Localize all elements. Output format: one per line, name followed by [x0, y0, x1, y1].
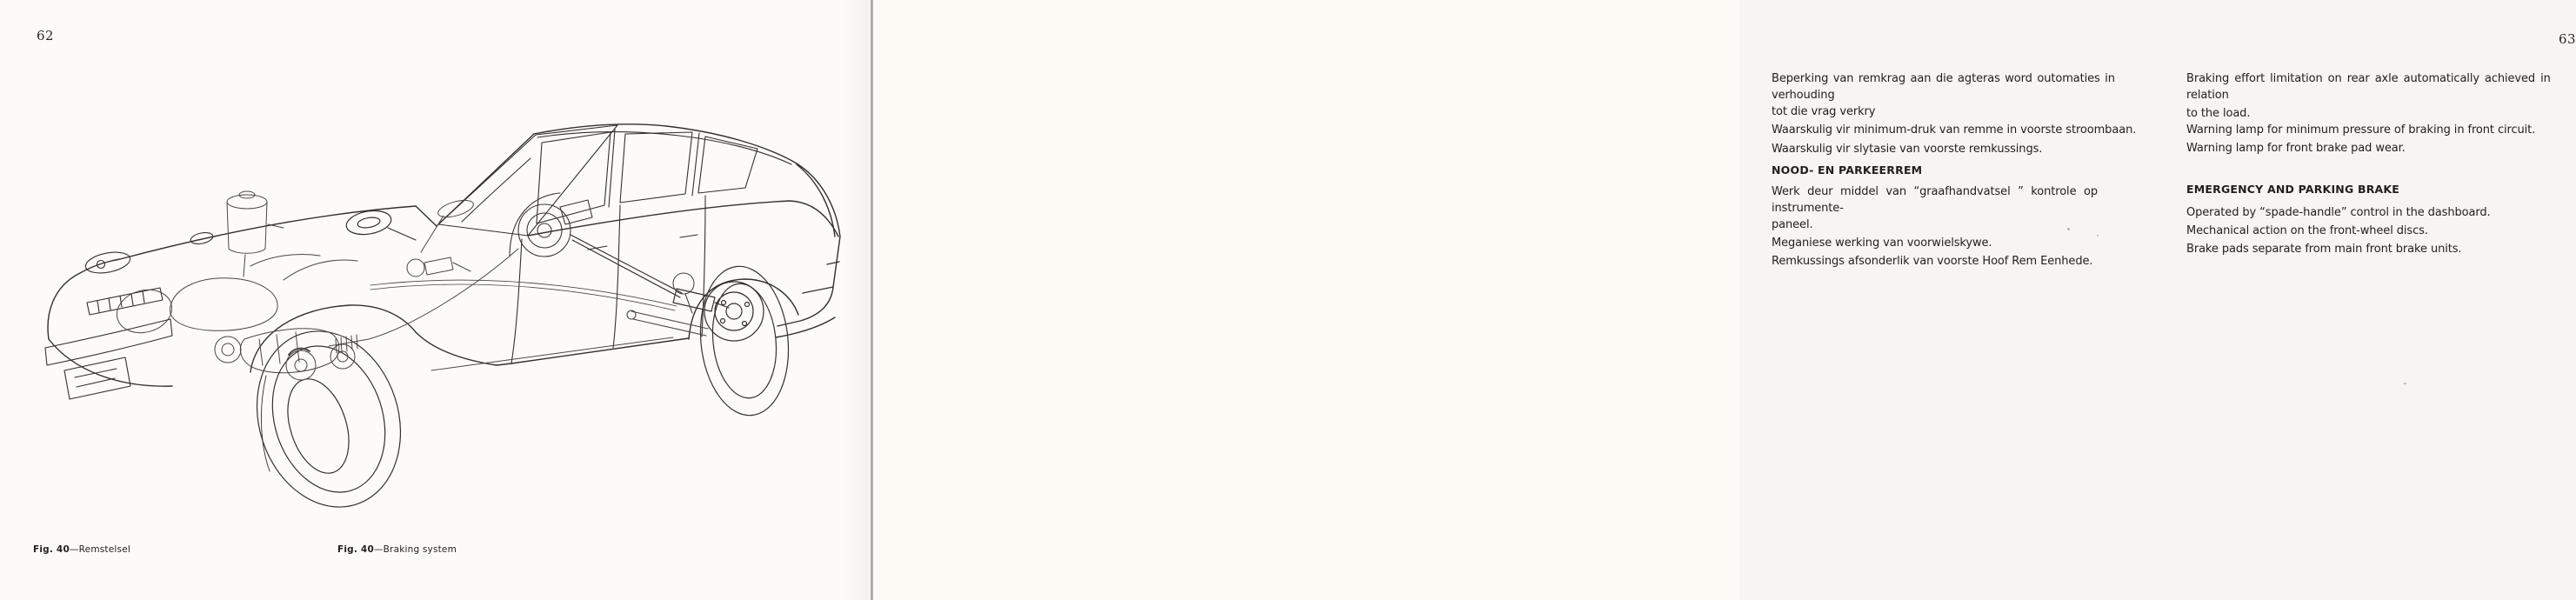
- inboard-disc-brake: [286, 350, 316, 380]
- figure-caption-afrikaans: [33, 544, 130, 555]
- front-door-cut: [511, 239, 522, 363]
- body-line: Remkussings afsonderlik van voorste Hoof Rem Eenhede.: [1772, 255, 2093, 268]
- grille: [87, 288, 163, 315]
- body-line: Operated by “spade-handle” control in the dashboard.: [2186, 206, 2491, 219]
- page-number-right: 63: [2559, 31, 2576, 47]
- body-line: Meganiese werking van voorwielskywe.: [1772, 237, 1992, 250]
- figure-label: Fig. 40: [337, 544, 374, 555]
- body-line: Waarskulig vir minimum-druk van remme in voorste stroombaan.: [1772, 123, 2137, 137]
- afrikaans-text-column: [1772, 70, 2154, 270]
- scan-speck: [2404, 383, 2406, 384]
- rear-brake-backplate: [704, 282, 764, 341]
- body-line: Beperking van remkrag aan die agteras word outomaties in verhouding: [1772, 72, 2115, 102]
- body-line: Braking effort limitation on rear axle automatically achieved in relation: [2186, 72, 2551, 102]
- fluid-reservoir: [227, 195, 267, 209]
- door-cut: [613, 205, 620, 348]
- air-cleaner: [170, 278, 277, 330]
- body-line: Waarskulig vir slytasie van voorste remkussings.: [1772, 143, 2043, 156]
- front-bumper: [45, 319, 172, 365]
- master-cylinder: [407, 259, 424, 277]
- page-62: [0, 0, 871, 600]
- page-number-left: 62: [37, 28, 55, 43]
- door-handle: [680, 235, 697, 237]
- section-heading-english: EMERGENCY AND PARKING BRAKE: [2186, 183, 2400, 196]
- quarter-window: [698, 137, 757, 193]
- body-line: Warning lamp for front brake pad wear.: [2186, 142, 2406, 155]
- brake-pipe: [370, 284, 675, 310]
- figure-caption-text: —Braking system: [373, 544, 457, 555]
- driveshaft: [329, 339, 369, 346]
- c-pillar: [692, 133, 699, 196]
- body-line: Werk deur middel van “graafhandvatsel ” kontrole op instrumente-: [1772, 185, 2099, 215]
- car-glasshouse: [438, 125, 791, 363]
- body-line: tot die vrag verkry: [1772, 105, 1876, 118]
- handbrake-rod: [571, 235, 682, 297]
- body-line: paneel.: [1772, 218, 1813, 231]
- headlight: [83, 249, 131, 277]
- brake-caliper: [560, 200, 592, 224]
- front-wheel: [235, 312, 423, 525]
- page-63: [873, 0, 2576, 600]
- figure-caption-text: —Remstelsel: [69, 544, 130, 555]
- rear-door-window: [620, 132, 692, 203]
- license-plate: [64, 357, 130, 399]
- front-hub-assembly: [510, 193, 592, 257]
- body-line: to the load.: [2186, 107, 2251, 120]
- front-door-window: [537, 132, 611, 223]
- section-heading-afrikaans: NOOD- EN PARKEERREM: [1772, 163, 1923, 177]
- figure-label: Fig. 40: [33, 544, 70, 555]
- body-line: Warning lamp for minimum pressure of braking in front circuit.: [2186, 123, 2536, 137]
- far-headlight: [190, 230, 214, 245]
- figure-caption-english: [337, 544, 457, 555]
- scan-speck: [2067, 228, 2070, 230]
- english-text-column: [2186, 70, 2569, 257]
- scan-speck: [2097, 235, 2099, 237]
- body-line: Mechanical action on the front-wheel discs.: [2186, 224, 2428, 237]
- body-line: Brake pads separate from main front brake units.: [2186, 243, 2462, 256]
- car-body-outline: [48, 124, 840, 386]
- engine-block: [240, 329, 339, 373]
- brake-pipe: [370, 280, 677, 306]
- gutter-shadow-left: [842, 0, 871, 600]
- wiper-line: [462, 158, 531, 222]
- rear-wheel: [693, 262, 795, 420]
- car-braking-system-illustration: [23, 78, 858, 539]
